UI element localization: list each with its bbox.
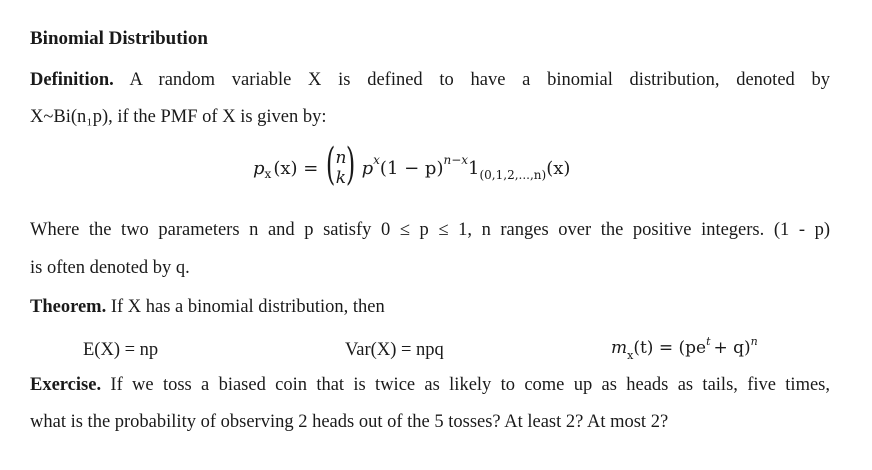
- indicator-one: 1: [468, 157, 480, 179]
- term-one-minus-p: (1 − p): [379, 157, 444, 179]
- definition-label: Definition.: [30, 70, 114, 90]
- mgf-rest: (t) = (pe: [633, 338, 707, 358]
- pmf-lhs-arg: (x) =: [273, 157, 319, 179]
- mgf-exp: n: [750, 335, 758, 348]
- definition-line-1: [30, 70, 830, 91]
- exercise-line-2: what is the probability of observing 2 heads out of the 5 tosses? At least 2? At most 2?: [30, 412, 669, 432]
- theorem-text: If X has a binomial distribution, then: [110, 297, 385, 317]
- binom-top: n: [335, 148, 347, 168]
- term-exp-n-minus-x: n−x: [443, 153, 469, 167]
- theorem-line: [30, 297, 385, 318]
- section-title: Binomial Distribution: [30, 28, 208, 49]
- pmf-p: p: [253, 157, 265, 179]
- exercise-label: Exercise.: [30, 375, 102, 395]
- binomial-coefficient: [335, 148, 346, 188]
- binom-left-paren: (: [326, 139, 336, 190]
- mgf-formula: [611, 335, 758, 362]
- mgf-tail: + q): [713, 338, 751, 358]
- variance-formula: Var(X) = npq: [345, 340, 444, 360]
- binom-bottom: k: [335, 168, 347, 188]
- indicator-arg: (x): [546, 157, 571, 179]
- pmf-p-sub: x: [264, 167, 272, 181]
- definition-line-2: X~Bi(n₁p), if the PMF of X is given by:: [30, 107, 327, 127]
- pmf-formula: [253, 139, 571, 193]
- mgf-m: m: [611, 338, 628, 358]
- definition-text-1: A random variable X is defined to have a binomial distribution, denoted by: [129, 70, 830, 90]
- mgf-sub: x: [627, 349, 634, 362]
- binom-right-paren: ): [346, 139, 356, 190]
- expectation-formula: E(X) = np: [83, 340, 159, 360]
- exercise-line-1: [30, 375, 830, 396]
- exercise-text-1: If we toss a biased coin that is twice as likely to come up as heads as tails, five times,: [110, 375, 830, 395]
- parameters-line-1: Where the two parameters n and p satisfy 0 ≤ p ≤ 1, n ranges over the positive integers. (1 - p): [30, 220, 830, 240]
- theorem-label: Theorem.: [30, 297, 107, 317]
- term-p: p: [361, 157, 374, 179]
- term-p-exp: x: [373, 153, 380, 167]
- mgf-sup: t: [706, 335, 711, 348]
- parameters-line-2: is often denoted by q.: [30, 258, 190, 278]
- indicator-set: (0,1,2,...,n): [479, 168, 547, 182]
